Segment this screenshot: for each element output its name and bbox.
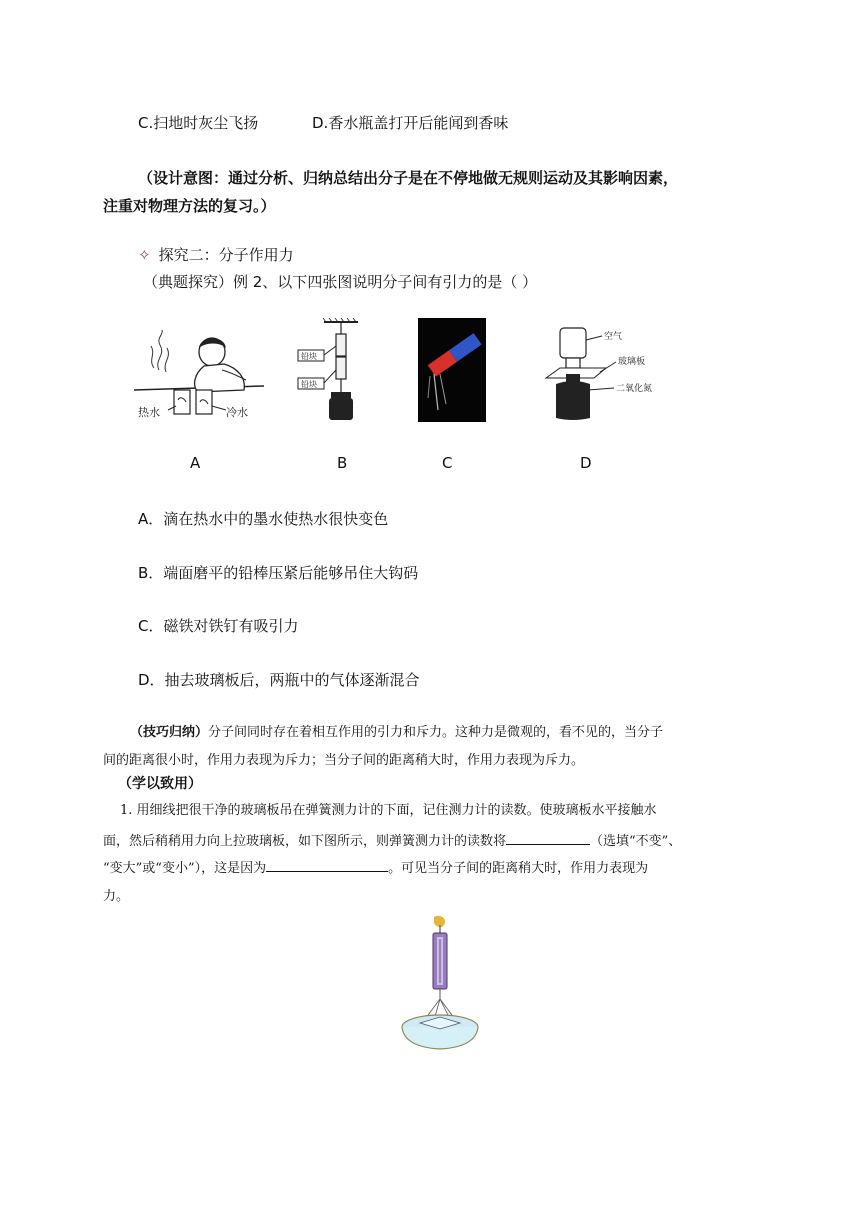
q1-line3 [103,857,648,876]
q1-answer-blank-2[interactable] [266,857,388,872]
figure-b-label: B [337,454,348,472]
figure-a-label: A [190,454,201,472]
figure-b-lead-label-2: 铅块 [301,380,317,389]
section-heading [138,244,294,265]
skill-prefix: （技巧归纳） [130,725,209,740]
q1-line2-text-a: 面，然后稍稍用力向上拉玻璃板，如下图所示，则弹簧测力计的读数将 [103,834,507,849]
section-title: 探究二：分子作用力 [158,246,294,264]
q1-answer-blank-1[interactable] [506,830,590,845]
figure-d-label: D [580,454,592,472]
figure-b-lead-label-1: 铅块 [301,352,317,361]
q1-line2-text-b: （选填“不变”、 [590,834,682,849]
figure-d-glass-label: 玻璃板 [618,357,646,367]
q1-line1: 1. 用细线把很干净的玻璃板吊在弹簧测力计的下面，记住测力计的读数。使玻璃板水平接触水 [120,803,657,818]
skill-line2: 间的距离很小时，作用力表现为斥力；当分子间的距离稍大时，作用力表现为斥力。 [103,753,585,768]
option-d: D．抽去玻璃板后，两瓶中的气体逐渐混合 [138,671,420,689]
prev-option-c: C.扫地时灰尘飞扬 [138,114,259,132]
figure-spring-scale [400,915,482,1055]
skill-text-1: 分子间同时存在着相互作用的引力和斥力。这种力是微观的，看不见的，当分子 [208,725,664,740]
figure-a-hot-label: 热水 [138,406,160,419]
option-c: C．磁铁对铁钉有吸引力 [138,617,299,635]
example-question: （典题探究）例 2、以下四张图说明分子间有引力的是（ ） [143,273,538,291]
figure-d-no2-label: 二氧化氮 [616,384,653,394]
q1-line2 [103,830,681,849]
figure-d-gas-diffusion [540,322,670,424]
figure-a-ink-diffusion [134,330,264,430]
q1-line3-text-a: “变大”或“变小”），这是因为 [103,861,267,876]
design-intent-line2: 注重对物理方法的复习。） [103,197,276,215]
sparkle-bullet-icon: ✧ [138,246,151,264]
q1-line4: 力。 [103,889,130,904]
prev-option-d: D.香水瓶盖打开后能闻到香味 [312,114,509,132]
figure-b-lead-blocks [296,318,366,422]
figure-c-label: C [442,454,453,472]
design-intent-line1: （设计意图：通过分析、归纳总结出分子是在不停地做无规则运动及其影响因素， [138,169,679,187]
skill-line1 [130,721,663,740]
option-a: A．滴在热水中的墨水使热水很快变色 [138,510,389,528]
figure-a-cold-label: 冷水 [226,406,248,419]
q1-line3-text-b: 。可见当分子间的距离稍大时，作用力表现为 [388,861,649,876]
option-b: B．端面磨平的铅棒压紧后能够吊住大钩码 [138,564,419,582]
figure-d-air-label: 空气 [604,332,623,342]
apply-title: （学以致用） [118,776,202,792]
figure-c-magnet-photo [418,318,486,422]
